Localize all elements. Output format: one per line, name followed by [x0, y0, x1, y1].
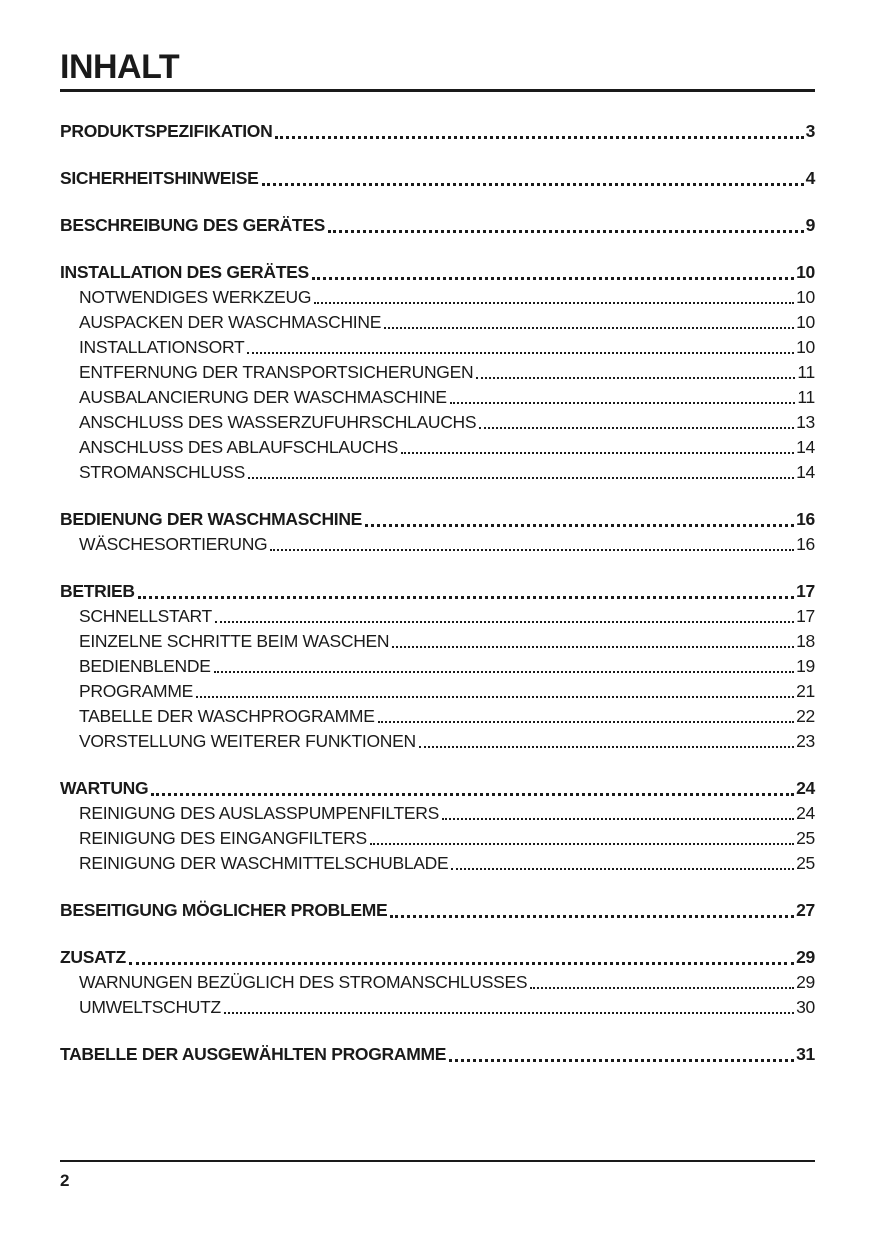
toc-entry-page: 29	[796, 972, 815, 992]
dot-leader	[442, 818, 794, 820]
dot-leader	[314, 302, 794, 304]
dot-leader	[312, 277, 794, 280]
toc-entry	[60, 628, 815, 653]
toc-entry	[60, 165, 815, 190]
toc-entry-page: 10	[796, 262, 815, 282]
dot-leader	[530, 987, 794, 989]
toc-entry-page: 3	[805, 121, 815, 141]
toc-entry	[60, 969, 815, 994]
toc-entry-page: 25	[796, 853, 815, 873]
page-footer	[60, 1160, 815, 1191]
dot-leader	[419, 746, 794, 748]
toc-entry-page: 30	[796, 997, 815, 1017]
toc-entry-page: 11	[797, 387, 815, 407]
dot-leader	[196, 696, 794, 698]
toc-entry-label: INSTALLATIONSORT	[79, 337, 245, 357]
page-header	[60, 50, 815, 92]
toc-entry	[60, 800, 815, 825]
toc-entry-label: EINZELNE SCHRITTE BEIM WASCHEN	[79, 631, 390, 651]
toc-entry-page: 19	[796, 656, 815, 676]
toc-entry-label: BEDIENUNG DER WASCHMASCHINE	[60, 509, 363, 529]
toc-entry-page: 9	[805, 215, 815, 235]
toc-entry	[60, 728, 815, 753]
toc-entry-label: WARNUNGEN BEZÜGLICH DES STROMANSCHLUSSES	[79, 972, 528, 992]
toc-entry	[60, 212, 815, 237]
toc-entry	[60, 825, 815, 850]
dot-leader	[129, 962, 794, 965]
toc-entry	[60, 334, 815, 359]
toc-entry-label: BESCHREIBUNG DES GERÄTES	[60, 215, 326, 235]
toc-entry-label: ENTFERNUNG DER TRANSPORTSICHERUNGEN	[79, 362, 474, 382]
dot-leader	[392, 646, 794, 648]
toc-entry	[60, 944, 815, 969]
toc-entry	[60, 459, 815, 484]
dot-leader	[450, 402, 796, 404]
toc-entry-label: NOTWENDIGES WERKZEUG	[79, 287, 312, 307]
toc-entry-page: 27	[796, 900, 815, 920]
toc-entry	[60, 678, 815, 703]
toc-entry-page: 16	[796, 509, 815, 529]
toc-entry-label: TABELLE DER AUSGEWÄHLTEN PROGRAMME	[60, 1044, 447, 1064]
dot-leader	[151, 793, 794, 796]
toc-entry-page: 18	[796, 631, 815, 651]
toc-list	[60, 96, 815, 1066]
toc-entry-page: 21	[796, 681, 815, 701]
toc-entry-page: 13	[796, 412, 815, 432]
toc-entry	[60, 118, 815, 143]
dot-leader	[476, 377, 795, 379]
toc-entry-page: 10	[796, 337, 815, 357]
footer-page-number: 2	[60, 1171, 70, 1190]
toc-entry-label: SCHNELLSTART	[79, 606, 212, 626]
toc-entry-page: 14	[796, 462, 815, 482]
toc-entry-label: ZUSATZ	[60, 947, 126, 967]
toc-entry-page: 25	[796, 828, 815, 848]
dot-leader	[370, 843, 794, 845]
toc-entry-label: PROGRAMME	[79, 681, 193, 701]
toc-entry	[60, 259, 815, 284]
toc-entry	[60, 897, 815, 922]
toc-entry-page: 4	[805, 168, 815, 188]
toc-entry-page: 29	[796, 947, 815, 967]
toc-entry-label: REINIGUNG DES AUSLASSPUMPENFILTERS	[79, 803, 439, 823]
toc-entry	[60, 309, 815, 334]
toc-entry-page: 14	[796, 437, 815, 457]
toc-entry	[60, 409, 815, 434]
toc-entry-page: 24	[796, 778, 815, 798]
toc-entry	[60, 775, 815, 800]
dot-leader	[224, 1012, 794, 1014]
toc-entry-label: REINIGUNG DER WASCHMITTELSCHUBLADE	[79, 853, 449, 873]
toc-entry	[60, 531, 815, 556]
toc-entry	[60, 434, 815, 459]
dot-leader	[247, 352, 794, 354]
toc-entry-label: REINIGUNG DES EINGANGFILTERS	[79, 828, 367, 848]
toc-entry-label: TABELLE DER WASCHPROGRAMME	[79, 706, 375, 726]
toc-entry-page: 31	[796, 1044, 815, 1064]
toc-entry	[60, 653, 815, 678]
toc-entry-page: 10	[796, 312, 815, 332]
toc-entry	[60, 359, 815, 384]
toc-entry-label: BESEITIGUNG MÖGLICHER PROBLEME	[60, 900, 388, 920]
dot-leader	[215, 621, 794, 623]
toc-entry	[60, 703, 815, 728]
toc-entry-label: ANSCHLUSS DES WASSERZUFUHRSCHLAUCHS	[79, 412, 477, 432]
toc-entry-page: 24	[796, 803, 815, 823]
dot-leader	[214, 671, 795, 673]
dot-leader	[401, 452, 794, 454]
dot-leader	[378, 721, 795, 723]
toc-entry-page: 10	[796, 287, 815, 307]
dot-leader	[262, 183, 804, 186]
toc-entry-label: AUSBALANCIERUNG DER WASCHMASCHINE	[79, 387, 447, 407]
toc-entry-label: INSTALLATION DES GERÄTES	[60, 262, 309, 282]
page-title: INHALT	[60, 48, 180, 86]
toc-entry-label: ANSCHLUSS DES ABLAUFSCHLAUCHS	[79, 437, 399, 457]
toc-entry	[60, 578, 815, 603]
toc-entry	[60, 1041, 815, 1066]
dot-leader	[390, 915, 794, 918]
toc-entry-label: WARTUNG	[60, 778, 149, 798]
toc-entry-label: UMWELTSCHUTZ	[79, 997, 221, 1017]
toc-entry	[60, 506, 815, 531]
toc-entry	[60, 994, 815, 1019]
dot-leader	[449, 1059, 794, 1062]
toc-entry-page: 11	[797, 362, 815, 382]
toc-entry-label: VORSTELLUNG WEITERER FUNKTIONEN	[79, 731, 416, 751]
toc-entry-label: AUSPACKEN DER WASCHMASCHINE	[79, 312, 382, 332]
toc-entry-label: SICHERHEITSHINWEISE	[60, 168, 259, 188]
toc-entry-page: 16	[796, 534, 815, 554]
toc-entry	[60, 850, 815, 875]
dot-leader	[365, 524, 794, 527]
dot-leader	[248, 477, 794, 479]
dot-leader	[451, 868, 794, 870]
toc-entry-page: 22	[796, 706, 815, 726]
toc-entry-page: 17	[796, 581, 815, 601]
dot-leader	[138, 596, 794, 599]
dot-leader	[479, 427, 794, 429]
toc-entry	[60, 603, 815, 628]
toc-entry	[60, 384, 815, 409]
dot-leader	[328, 230, 804, 233]
toc-entry-page: 17	[796, 606, 815, 626]
dot-leader	[270, 549, 794, 551]
dot-leader	[275, 136, 803, 139]
dot-leader	[384, 327, 794, 329]
toc-entry	[60, 284, 815, 309]
toc-entry-label: PRODUKTSPEZIFIKATION	[60, 121, 273, 141]
toc-entry-page: 23	[796, 731, 815, 751]
toc-entry-label: BEDIENBLENDE	[79, 656, 211, 676]
toc-entry-label: WÄSCHESORTIERUNG	[79, 534, 268, 554]
toc-entry-label: STROMANSCHLUSS	[79, 462, 245, 482]
toc-entry-label: BETRIEB	[60, 581, 135, 601]
